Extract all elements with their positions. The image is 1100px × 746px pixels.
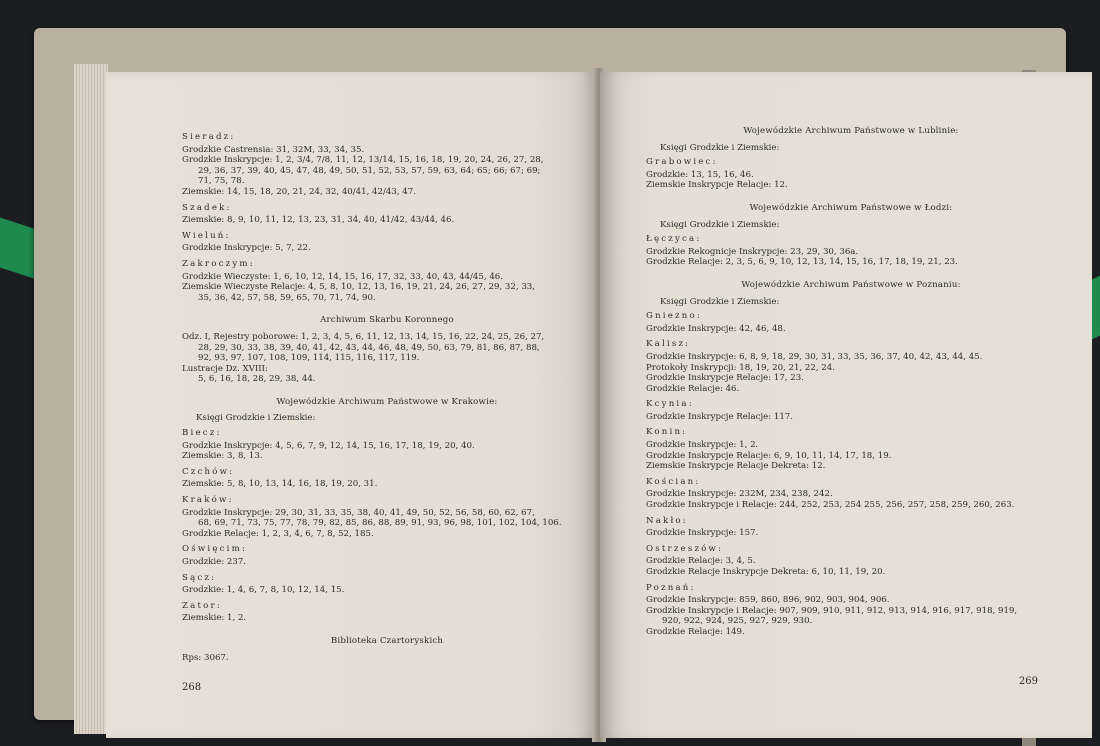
entry-line: Grodzkie Inskrypcje: 5, 7, 22.	[182, 243, 311, 254]
place-name: Sącz:	[182, 572, 217, 583]
entry-line: 35, 36, 42, 57, 58, 59, 65, 70, 71, 74, 90.	[198, 292, 376, 303]
entry-line: Grodzkie Inskrypcje: 157.	[646, 528, 759, 539]
entry-line: 28, 29, 30, 33, 38, 39, 40, 41, 42, 43, 44, 46, 48, 49, 50, 63, 79, 81, 86, 87, 88,	[198, 342, 540, 353]
place-section	[646, 311, 1056, 334]
subhead-krakow: Księgi Grodzkie i Ziemskie:	[196, 413, 316, 424]
place-name: Grabowiec:	[646, 157, 718, 168]
entry-line: 71, 75, 78.	[198, 176, 245, 187]
subhead-lodz: Księgi Grodzkie i Ziemskie:	[660, 219, 780, 230]
place-name: Kcynia:	[646, 399, 694, 410]
archive-entry	[182, 282, 592, 303]
archive-entry	[182, 332, 592, 364]
place-section	[182, 601, 592, 624]
archive-entry	[646, 556, 1056, 567]
place-section	[646, 516, 1056, 539]
entry-line: 92, 93, 97, 107, 108, 109, 114, 115, 116, 117, 119.	[198, 353, 420, 364]
subhead-lublin: Księgi Grodzkie i Ziemskie:	[660, 142, 780, 153]
place-name: Gniezno:	[646, 311, 702, 322]
open-book	[34, 28, 1066, 720]
entry-line: Grodzkie Inskrypcje Relacje: 117.	[646, 411, 794, 422]
entry-line: Ziemskie: 3, 8, 13.	[182, 451, 263, 462]
subhead-poznan: Księgi Grodzkie i Ziemskie:	[660, 296, 780, 307]
entry-line: Grodzkie Inskrypcje: 1, 2.	[646, 440, 759, 451]
entry-line: Grodzkie Relacje: 46.	[646, 383, 740, 394]
place-section	[646, 399, 1056, 422]
entry-line: Odz. I, Rejestry poborowe: 1, 2, 3, 4, 5, 6, 11, 12, 13, 14, 15, 16, 22, 24, 25, 26, 27,	[182, 331, 545, 342]
place-name: Kraków:	[182, 495, 234, 506]
place-name: Kalisz:	[646, 339, 691, 350]
entry-line: Grodzkie Inskrypcje i Relacje: 907, 909, 910, 911, 912, 913, 914, 916, 917, 918, 919,	[646, 605, 1018, 616]
archive-entry	[182, 243, 592, 254]
page-number: 269	[1018, 676, 1038, 687]
place-name: Kościan:	[646, 476, 701, 487]
place-name: Zator:	[182, 600, 222, 611]
entry-line: Grodzkie: 13, 15, 16, 46.	[646, 169, 754, 180]
place-section	[646, 544, 1056, 578]
archive-entry	[182, 529, 592, 540]
place-section	[182, 467, 592, 490]
entry-line: Grodzkie Inskrypcje: 859, 860, 896, 902, 903, 904, 906.	[646, 595, 890, 606]
heading-skarb: Archiwum Skarbu Koronnego	[320, 315, 454, 326]
entry-line: Grodzkie Relacje: 1, 2, 3, 4, 6, 7, 8, 52, 185.	[182, 528, 374, 539]
archive-entry	[182, 155, 592, 187]
archive-entry	[182, 451, 592, 462]
place-section	[182, 544, 592, 567]
entry-line: Grodzkie: 237.	[182, 557, 246, 567]
archive-entry	[182, 508, 592, 529]
entry-line: Grodzkie Inskrypcje: 29, 30, 31, 33, 35, 38, 40, 41, 49, 50, 52, 56, 58, 60, 62, 67,	[182, 507, 535, 518]
entry-line: Grodzkie Rekognicje Inskrypcje: 23, 29, 30, 36a.	[646, 246, 859, 257]
entry-line: 920, 922, 924, 925, 927, 929, 930.	[662, 616, 813, 627]
archive-entry	[646, 412, 1056, 423]
left-page	[106, 72, 598, 738]
archive-entry	[646, 247, 1056, 258]
archive-entry	[646, 528, 1056, 539]
archive-entry	[646, 373, 1056, 384]
archive-entry	[646, 324, 1056, 335]
place-name: Czchów:	[182, 466, 235, 477]
archive-entry	[182, 441, 592, 452]
entry-line: Ziemskie: 1, 2.	[182, 613, 247, 624]
page-number: 268	[182, 682, 202, 693]
entry-line: Grodzkie: 1, 4, 6, 7, 8, 10, 12, 14, 15.	[182, 585, 345, 596]
entry-line: Grodzkie Relacje Inskrypcje Dekreta: 6, 10, 11, 19, 20.	[646, 567, 886, 577]
entry-line: Grodzkie Inskrypcje i Relacje: 244, 252, 253, 254 255, 256, 257, 258, 259, 260, 263.	[646, 500, 1015, 511]
heading-krakow: Wojewódzkie Archiwum Państwowe w Krakowie:	[276, 396, 498, 407]
entry-line: Grodzkie Inskrypcje: 1, 2, 3/4, 7/8, 11, 12, 13/14, 15, 16, 18, 19, 20, 24, 26, 27, 28,	[182, 155, 544, 166]
entry-line: Ziemskie Wieczyste Relacje: 4, 5, 8, 10, 12, 13, 16, 19, 21, 24, 26, 27, 29, 32, 33,	[182, 282, 535, 293]
right-page-text	[646, 126, 1056, 638]
archive-entry	[182, 187, 592, 198]
place-name: Nakło:	[646, 515, 688, 526]
heading-poznan: Wojewódzkie Archiwum Państwowe w Poznaniu:	[741, 279, 961, 290]
heading-czartoryskich: Biblioteka Czartoryskich	[330, 635, 444, 646]
place-name: Wieluń:	[182, 230, 231, 241]
archive-entry	[646, 451, 1056, 462]
archive-entry	[646, 606, 1056, 627]
archive-entry	[646, 500, 1056, 511]
entry-line: Grodzkie Inskrypcje: 4, 5, 6, 7, 9, 12, 14, 15, 16, 17, 18, 19, 20, 40.	[182, 440, 475, 451]
archive-entry	[646, 440, 1056, 451]
archive-entry	[646, 352, 1056, 363]
place-section	[182, 259, 592, 303]
place-section	[646, 427, 1056, 471]
entry-line: Grodzkie Inskrypcje Relacje: 6, 9, 10, 11, 14, 17, 18, 19.	[646, 450, 892, 461]
entry-line: Grodzkie Inskrypcje: 232M, 234, 238, 242.	[646, 489, 833, 500]
entry-line: Lustracje Dz. XVIII:	[182, 363, 268, 374]
archive-entry	[646, 595, 1056, 606]
place-section	[182, 495, 592, 539]
place-name: Szadek:	[182, 202, 232, 213]
entry-line: Ziemskie: 8, 9, 10, 11, 12, 13, 23, 31, 34, 40, 41/42, 43/44, 46.	[182, 215, 455, 226]
page-edges	[74, 64, 108, 734]
place-section	[646, 477, 1056, 511]
entry-line: Ziemskie Inskrypcje Relacje: 12.	[646, 180, 788, 191]
archive-entry	[182, 613, 592, 624]
entry-line: Grodzkie Relacje: 149.	[646, 626, 745, 637]
archive-entry	[646, 489, 1056, 500]
right-page	[600, 72, 1092, 738]
entry-line: 5, 6, 16, 18, 28, 29, 38, 44.	[198, 374, 316, 385]
rps-line: Rps: 3067.	[182, 652, 229, 663]
entry-line: 68, 69, 71, 73, 75, 77, 78, 79, 82, 85, 86, 88, 89, 91, 93, 96, 98, 101, 102, 104, 106.	[198, 518, 562, 529]
heading-lodz: Wojewódzkie Archiwum Państwowe w Łodzi:	[749, 202, 953, 213]
place-section	[646, 339, 1056, 394]
archive-entry	[646, 257, 1056, 268]
place-section	[646, 234, 1056, 268]
place-name: Oświęcim:	[182, 544, 248, 555]
entry-line: Grodzkie Castrensia: 31, 32M, 33, 34, 35.	[182, 144, 365, 155]
archive-entry	[646, 180, 1056, 191]
archive-entry	[646, 384, 1056, 395]
archive-entry	[646, 461, 1056, 472]
entry-line: Grodzkie Inskrypcje: 42, 46, 48.	[646, 323, 786, 334]
entry-line: 29, 36, 37, 39, 40, 45, 47, 48, 49, 50, 51, 52, 53, 57, 59, 63, 64; 65; 66; 67; 69;	[198, 165, 541, 176]
entry-line: Grodzkie Wieczyste: 1, 6, 10, 12, 14, 15, 16, 17, 32, 33, 40, 43, 44/45, 46.	[182, 271, 503, 282]
entry-line: Ziemskie: 5, 8, 10, 13, 14, 16, 18, 19, 20, 31.	[182, 479, 378, 490]
place-section	[182, 132, 592, 198]
place-section	[182, 203, 592, 226]
archive-entry	[646, 170, 1056, 181]
archive-entry	[182, 557, 592, 568]
place-section	[646, 157, 1056, 191]
archive-entry	[182, 585, 592, 596]
heading-lublin: Wojewódzkie Archiwum Państwowe w Lublinie:	[743, 126, 959, 136]
entry-line: Ziemskie: 14, 15, 18, 20, 21, 24, 32, 40/41, 42/43, 47.	[182, 186, 416, 197]
archive-entry	[182, 272, 592, 283]
place-name: Konin:	[646, 427, 688, 438]
archive-entry	[646, 627, 1056, 638]
archive-entry	[182, 479, 592, 490]
place-name: Łęczyca:	[646, 234, 702, 245]
entry-line: Protokoły Inskrypcji: 18, 19, 20, 21, 22, 24.	[646, 362, 835, 373]
place-section	[182, 428, 592, 462]
place-section	[182, 231, 592, 254]
archive-entry	[182, 215, 592, 226]
place-name: Zakroczym:	[182, 258, 255, 269]
place-section	[182, 573, 592, 596]
entry-line: Grodzkie Inskrypcje: 6, 8, 9, 18, 29, 30, 31, 33, 35, 36, 37, 40, 42, 43, 44, 45.	[646, 351, 983, 362]
archive-entry	[182, 364, 592, 385]
archive-entry	[646, 363, 1056, 374]
place-name: Sieradz:	[182, 132, 236, 142]
entry-line: Ziemskie Inskrypcje Relacje Dekreta: 12.	[646, 461, 826, 472]
place-name: Biecz:	[182, 428, 222, 439]
archive-entry	[646, 567, 1056, 578]
place-name: Poznań:	[646, 582, 696, 593]
archive-entry	[182, 145, 592, 156]
entry-line: Grodzkie Relacje: 3, 4, 5.	[646, 556, 756, 567]
entry-line: Grodzkie Inskrypcje Relacje: 17, 23.	[646, 373, 804, 384]
place-section	[646, 583, 1056, 638]
entry-line: Grodzkie Relacje: 2, 3, 5, 6, 9, 10, 12, 13, 14, 15, 16, 17, 18, 19, 21, 23.	[646, 257, 958, 268]
place-name: Ostrzeszów:	[646, 543, 724, 554]
left-page-text	[182, 132, 592, 663]
